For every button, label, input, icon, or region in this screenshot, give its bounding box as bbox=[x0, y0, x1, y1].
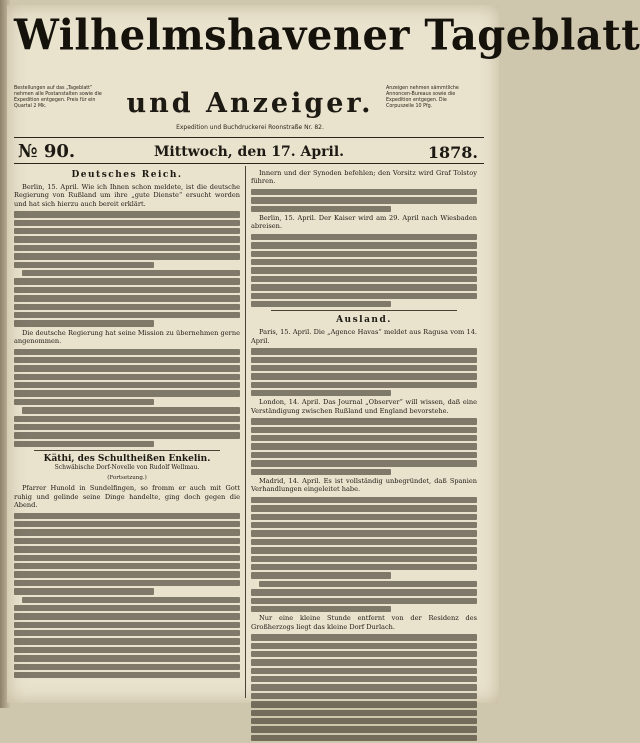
text-line bbox=[251, 357, 477, 363]
right-column bbox=[251, 169, 477, 743]
left-column bbox=[14, 169, 240, 680]
text-line bbox=[14, 655, 240, 661]
text-line bbox=[251, 514, 477, 520]
text-line bbox=[14, 630, 240, 636]
text-line bbox=[251, 469, 391, 475]
text-line bbox=[14, 228, 240, 234]
text-line bbox=[251, 251, 477, 257]
text-line bbox=[251, 242, 477, 248]
text-line bbox=[251, 505, 477, 511]
text-line bbox=[14, 211, 240, 217]
text-line bbox=[251, 365, 477, 371]
text-line bbox=[14, 538, 240, 544]
text-line bbox=[251, 259, 477, 265]
text-line bbox=[251, 598, 477, 604]
text-line bbox=[22, 270, 240, 276]
text-line bbox=[14, 382, 240, 388]
text-line bbox=[14, 278, 240, 284]
text-line bbox=[14, 546, 240, 552]
text-line bbox=[251, 643, 477, 649]
text-line bbox=[251, 390, 391, 396]
text-line bbox=[251, 460, 477, 466]
text-line bbox=[14, 220, 240, 226]
column-divider bbox=[245, 166, 246, 698]
story-continuation: (Fortsetzung.) bbox=[107, 475, 147, 481]
text-line bbox=[251, 684, 477, 690]
article-paragraph: Berlin, 15. April. Der Kaiser wird am 29. April nach Wiesbaden abreisen. bbox=[251, 213, 477, 231]
text-line bbox=[14, 304, 240, 310]
text-line bbox=[259, 581, 477, 587]
text-line bbox=[251, 634, 477, 640]
story-title: Käthi, des Schultheißen Enkelin. bbox=[43, 454, 211, 465]
article-paragraph: Innern und der Synoden befehlen; den Vorsitz wird Graf Tolstoy führen. bbox=[251, 169, 477, 186]
text-line bbox=[251, 735, 477, 741]
text-line bbox=[251, 718, 477, 724]
advertisement-note: Anzeigen nehmen sämmtliche Annoncen-Bureaus sowie die Expedition entgegen. Die Corpuszeile 10 Pfg. bbox=[386, 86, 459, 109]
text-line bbox=[14, 664, 240, 670]
text-line bbox=[251, 701, 477, 707]
text-line bbox=[14, 424, 240, 430]
text-line bbox=[14, 349, 240, 355]
text-line bbox=[251, 301, 391, 307]
text-line bbox=[14, 647, 240, 653]
text-line bbox=[251, 676, 477, 682]
text-line bbox=[251, 497, 477, 503]
article-paragraph: Paris, 15. April. Die „Agence Havas“ meldet aus Ragusa vom 14. April. bbox=[251, 328, 477, 345]
text-line bbox=[14, 605, 240, 611]
text-line bbox=[251, 564, 477, 570]
issue-number: № 90. bbox=[18, 141, 76, 162]
text-line bbox=[14, 622, 240, 628]
text-line bbox=[251, 556, 477, 562]
text-line bbox=[14, 588, 154, 594]
text-line bbox=[251, 651, 477, 657]
text-line bbox=[14, 374, 240, 380]
text-line bbox=[251, 267, 477, 273]
text-line bbox=[14, 253, 240, 259]
text-line bbox=[14, 262, 154, 268]
text-line bbox=[251, 206, 391, 212]
story-paragraph: Pfarrer Hunold in Sundelfingen, so fromm er auch mit Gott ruhig und gelinde seine Dinge handelte, ging doch gegen die Abend. bbox=[14, 484, 240, 510]
text-line bbox=[14, 390, 240, 396]
text-line bbox=[14, 320, 154, 326]
text-line bbox=[14, 312, 240, 318]
text-line bbox=[14, 416, 240, 422]
text-line bbox=[251, 530, 477, 536]
text-line bbox=[251, 189, 477, 195]
text-line bbox=[251, 427, 477, 433]
section-heading-deutsches-reich: Deutsches Reich. bbox=[71, 170, 183, 180]
text-line bbox=[14, 399, 154, 405]
text-line bbox=[251, 234, 477, 240]
text-line bbox=[251, 443, 477, 449]
text-line bbox=[251, 539, 477, 545]
text-line bbox=[14, 521, 240, 527]
section-divider bbox=[271, 310, 457, 311]
text-line bbox=[251, 293, 477, 299]
text-line bbox=[251, 547, 477, 553]
text-line bbox=[251, 589, 477, 595]
article-paragraph: London, 14. April. Das Journal „Observer“ will wissen, daß eine Verständigung zwischen Rußland und England bevorstehe. bbox=[251, 398, 477, 415]
story-subtitle: Schwäbische Dorf-Novelle von Rudolf Wellmau. bbox=[54, 463, 200, 471]
text-line bbox=[14, 555, 240, 561]
text-line bbox=[14, 245, 240, 251]
text-line bbox=[251, 659, 477, 665]
text-line bbox=[14, 563, 240, 569]
article-paragraph: Nur eine kleine Stunde entfernt von der Residenz des Großherzogs liegt das kleine Dorf Durlach. bbox=[251, 614, 477, 631]
text-line bbox=[251, 382, 477, 388]
text-line bbox=[22, 597, 240, 603]
top-rule bbox=[14, 137, 484, 138]
text-line bbox=[14, 295, 240, 301]
text-line bbox=[14, 571, 240, 577]
text-line bbox=[251, 726, 477, 732]
text-line bbox=[251, 197, 477, 203]
article-paragraph: Die deutsche Regierung hat seine Mission zu übernehmen gerne angenommen. bbox=[14, 328, 240, 346]
text-line bbox=[251, 276, 477, 282]
text-line bbox=[14, 236, 240, 242]
masthead-subtitle: und Anzeiger. bbox=[126, 88, 374, 119]
text-line bbox=[14, 432, 240, 438]
publisher-line: Expedition und Buchdruckerei Roonstraße Nr. 82. bbox=[176, 124, 324, 131]
story-divider bbox=[34, 450, 220, 451]
text-line bbox=[14, 441, 154, 447]
text-line bbox=[14, 365, 240, 371]
text-line bbox=[251, 522, 477, 528]
text-line bbox=[14, 580, 240, 586]
masthead-title: Wilhelmshavener Tageblatt bbox=[14, 10, 640, 61]
text-line bbox=[251, 693, 477, 699]
text-line bbox=[251, 435, 477, 441]
text-line bbox=[251, 452, 477, 458]
issue-year: 1878. bbox=[427, 143, 478, 162]
text-line bbox=[14, 638, 240, 644]
dateline bbox=[14, 141, 484, 163]
issue-date: Mittwoch, den 17. April. bbox=[153, 144, 345, 160]
text-line bbox=[14, 672, 240, 678]
text-line bbox=[251, 373, 477, 379]
text-line bbox=[251, 418, 477, 424]
text-line bbox=[251, 348, 477, 354]
subscription-note: Bestellungen auf das „Tageblatt“ nehmen alle Postanstalten sowie die Expedition entgegen. Preis für ein Quartal 2 Mk. bbox=[14, 86, 102, 109]
text-line bbox=[251, 606, 391, 612]
section-heading-ausland: Ausland. bbox=[336, 315, 392, 326]
text-line bbox=[14, 613, 240, 619]
text-line bbox=[22, 407, 240, 413]
text-line bbox=[251, 572, 391, 578]
bottom-rule bbox=[14, 163, 484, 164]
text-line bbox=[251, 668, 477, 674]
article-paragraph: Madrid, 14. April. Es ist vollständig unbegründet, daß Spanien Verhandlungen eingeleitet habe. bbox=[251, 477, 477, 494]
text-line bbox=[251, 710, 477, 716]
text-line bbox=[14, 529, 240, 535]
article-paragraph: Berlin, 15. April. Wie ich Ihnen schon meldete, ist die deutsche Regierung von Rußland um ihre „gute Dienste“ ersucht worden und hat sich hierzu auch bereit erklärt. bbox=[14, 183, 240, 208]
text-line bbox=[14, 357, 240, 363]
text-line bbox=[251, 284, 477, 290]
text-line bbox=[14, 287, 240, 293]
text-line bbox=[14, 513, 240, 519]
